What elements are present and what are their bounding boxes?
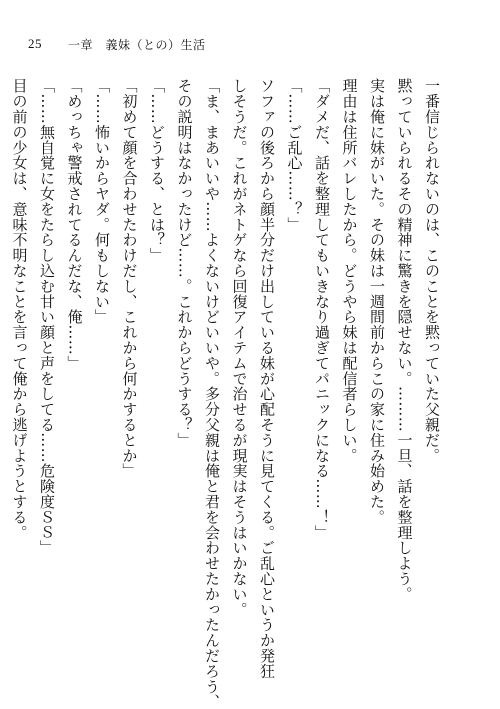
text-line: 目の前の少女は、意味不明なことを言って俺から逃げようとする。 [10,78,29,540]
text-line: 「……無自覚に女をたらし込む甘い顔と声をしてる……危険度ＳＳ」 [38,78,56,556]
running-header [28,34,206,54]
text-line: 「ま、まあいいや……よくないけどいいや。多分父親は俺と君を会わせたかったんだろう、 [203,78,221,709]
chapter-title: 一章 義妹（との）生活 [68,37,206,52]
text-line: 「めっちゃ警戒されてるんだな、俺……」 [65,78,84,371]
vertical-body-text [0,78,445,709]
text-line: 黙っていられるその精神に驚きを隠せない。………一旦、話を整理しよう。 [395,78,414,602]
page-number: 25 [28,36,42,51]
text-line: 理由は住所バレしたから。どうやら妹は配信者らしい。 [340,78,359,463]
text-line: 「……怖いからヤダ。何もしない」 [93,78,111,325]
text-line [0,78,5,638]
text-line: ソファの後ろから顔半分だけ出している妹が心配そうに見てくる。ご乱心というか発狂 [258,78,276,679]
text-line: 「……どうする、とは？」 [148,78,166,263]
text-line: しそうだ。これがネトゲなら回復アイテムで治せるが現実はそうはいかない。 [230,78,249,617]
text-line: その説明はなかったけど……。これからどうする？」 [175,78,194,448]
text-line: 「初めて顔を合わせたわけだし、これから何かするとか」 [120,78,139,479]
text-line: 「……ご乱心……？」 [285,78,304,232]
text-line: 「ダメだ、話を整理してもいきなり過ぎてパニックになる……！」 [313,78,331,540]
text-line: 一番信じられないのは、このことを黙っていた父親だ。 [423,78,441,463]
text-line: 実は俺に妹がいた。その妹は一週間前からこの家に住み始めた。 [368,78,386,525]
